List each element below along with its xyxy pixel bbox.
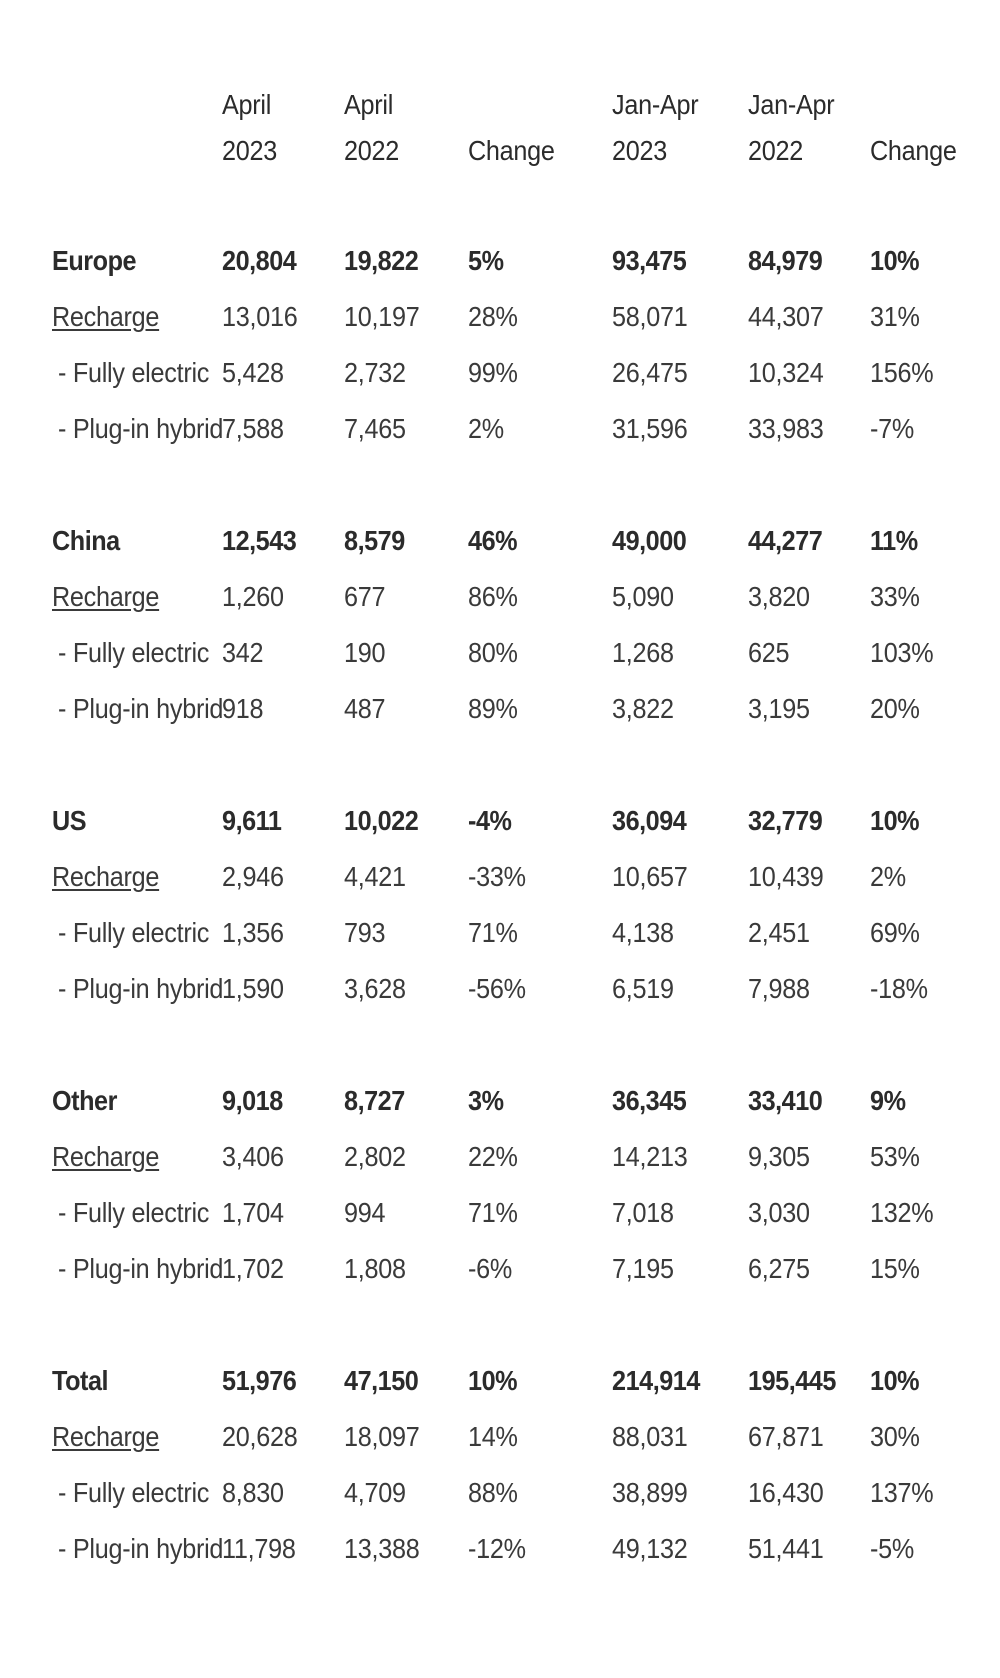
table-cell: 93,475 bbox=[612, 245, 687, 276]
table-cell: 625 bbox=[748, 637, 790, 668]
table-cell: 53% bbox=[870, 1141, 920, 1172]
table-cell: -4% bbox=[468, 805, 512, 836]
table-cell: 30% bbox=[870, 1421, 920, 1452]
table-cell: 132% bbox=[870, 1197, 934, 1228]
table-cell: 7,988 bbox=[748, 973, 810, 1004]
table-cell: 38,899 bbox=[612, 1477, 688, 1508]
table-cell: 22% bbox=[468, 1141, 518, 1172]
table-cell: 58,071 bbox=[612, 301, 688, 332]
column-header-line2: 2023 bbox=[612, 135, 667, 166]
region-row-label: Other bbox=[52, 1085, 117, 1116]
table-cell: 6,519 bbox=[612, 973, 674, 1004]
table-cell: 5% bbox=[468, 245, 504, 276]
table-cell: 3,030 bbox=[748, 1197, 810, 1228]
table-cell: 1,808 bbox=[344, 1253, 406, 1284]
table-cell: 14% bbox=[468, 1421, 518, 1452]
table-cell: 3,628 bbox=[344, 973, 406, 1004]
table-cell: 1,590 bbox=[222, 973, 284, 1004]
table-cell: 8,830 bbox=[222, 1477, 284, 1508]
column-header-line2: Change bbox=[468, 135, 555, 166]
table-cell: 10% bbox=[870, 1365, 920, 1396]
table-cell: 9,018 bbox=[222, 1085, 283, 1116]
recharge-row-label[interactable]: Recharge bbox=[52, 581, 160, 612]
table-cell: -7% bbox=[870, 413, 915, 444]
table-cell: 33,983 bbox=[748, 413, 824, 444]
table-cell: 7,465 bbox=[344, 413, 406, 444]
table-cell: 6,275 bbox=[748, 1253, 810, 1284]
column-header-line2: Change bbox=[870, 135, 957, 166]
table-cell: 86% bbox=[468, 581, 518, 612]
table-cell: 4,138 bbox=[612, 917, 674, 948]
table-cell: 20,804 bbox=[222, 245, 297, 276]
region-row-label: Europe bbox=[52, 245, 137, 276]
column-header-line1: Jan-Apr bbox=[612, 89, 699, 120]
table-cell: 31,596 bbox=[612, 413, 688, 444]
table-cell: 14,213 bbox=[612, 1141, 688, 1172]
table-cell: 32,779 bbox=[748, 805, 823, 836]
table-cell: 10,324 bbox=[748, 357, 824, 388]
table-cell: 3,406 bbox=[222, 1141, 284, 1172]
plug-in-hybrid-row-label: - Plug-in hybrid bbox=[58, 693, 224, 724]
table-cell: 11% bbox=[870, 525, 918, 556]
table-cell: 88% bbox=[468, 1477, 518, 1508]
table-cell: 20% bbox=[870, 693, 920, 724]
column-header-line2: 2022 bbox=[344, 135, 399, 166]
table-cell: 33% bbox=[870, 581, 920, 612]
table-cell: 49,132 bbox=[612, 1533, 688, 1564]
table-cell: 8,579 bbox=[344, 525, 405, 556]
table-cell: 1,356 bbox=[222, 917, 284, 948]
table-cell: -18% bbox=[870, 973, 928, 1004]
fully-electric-row-label: - Fully electric bbox=[58, 357, 210, 388]
table-cell: 9,611 bbox=[222, 805, 282, 836]
recharge-row-label[interactable]: Recharge bbox=[52, 1141, 160, 1172]
column-header-line1: Jan-Apr bbox=[748, 89, 835, 120]
table-cell: 99% bbox=[468, 357, 518, 388]
table-cell: 88,031 bbox=[612, 1421, 688, 1452]
table-cell: 1,268 bbox=[612, 637, 674, 668]
table-cell: 8,727 bbox=[344, 1085, 405, 1116]
table-cell: 2,802 bbox=[344, 1141, 406, 1172]
table-cell: 5,090 bbox=[612, 581, 674, 612]
table-cell: 10,197 bbox=[344, 301, 420, 332]
table-cell: -6% bbox=[468, 1253, 513, 1284]
table-cell: 12,543 bbox=[222, 525, 297, 556]
plug-in-hybrid-row-label: - Plug-in hybrid bbox=[58, 1253, 224, 1284]
region-row-label: China bbox=[52, 525, 120, 556]
table-cell: 3,820 bbox=[748, 581, 810, 612]
plug-in-hybrid-row-label: - Plug-in hybrid bbox=[58, 413, 224, 444]
fully-electric-row-label: - Fully electric bbox=[58, 1197, 210, 1228]
table-cell: 13,016 bbox=[222, 301, 298, 332]
table-cell: 2% bbox=[468, 413, 504, 444]
table-cell: 36,345 bbox=[612, 1085, 687, 1116]
recharge-row-label[interactable]: Recharge bbox=[52, 301, 160, 332]
table-cell: 7,588 bbox=[222, 413, 284, 444]
table-cell: 1,702 bbox=[222, 1253, 284, 1284]
table-cell: 7,195 bbox=[612, 1253, 674, 1284]
table-cell: 19,822 bbox=[344, 245, 419, 276]
table-cell: 3,822 bbox=[612, 693, 674, 724]
table-cell: -5% bbox=[870, 1533, 915, 1564]
table-cell: 103% bbox=[870, 637, 934, 668]
table-cell: 44,277 bbox=[748, 525, 823, 556]
table-cell: 44,307 bbox=[748, 301, 824, 332]
table-cell: 214,914 bbox=[612, 1365, 700, 1396]
table-cell: 80% bbox=[468, 637, 518, 668]
table-cell: 20,628 bbox=[222, 1421, 298, 1452]
table-cell: 156% bbox=[870, 357, 934, 388]
column-header-line1: April bbox=[222, 89, 272, 120]
table-cell: -12% bbox=[468, 1533, 526, 1564]
plug-in-hybrid-row-label: - Plug-in hybrid bbox=[58, 973, 224, 1004]
table-cell: 26,475 bbox=[612, 357, 688, 388]
table-cell: 4,421 bbox=[344, 861, 406, 892]
table-cell: 994 bbox=[344, 1197, 386, 1228]
region-row-label: US bbox=[52, 805, 87, 836]
column-header-line2: 2022 bbox=[748, 135, 803, 166]
table-cell: -56% bbox=[468, 973, 526, 1004]
table-cell: 15% bbox=[870, 1253, 920, 1284]
table-cell: 3,195 bbox=[748, 693, 810, 724]
table-cell: 47,150 bbox=[344, 1365, 419, 1396]
table-cell: 69% bbox=[870, 917, 920, 948]
table-cell: 16,430 bbox=[748, 1477, 824, 1508]
fully-electric-row-label: - Fully electric bbox=[58, 917, 210, 948]
table-cell: 342 bbox=[222, 637, 264, 668]
fully-electric-row-label: - Fully electric bbox=[58, 1477, 210, 1508]
table-cell: 10% bbox=[870, 805, 920, 836]
table-cell: 28% bbox=[468, 301, 518, 332]
table-cell: 67,871 bbox=[748, 1421, 824, 1452]
table-cell: 11,798 bbox=[222, 1533, 296, 1564]
table-cell: 36,094 bbox=[612, 805, 687, 836]
table-cell: 71% bbox=[468, 1197, 518, 1228]
region-row-label: Total bbox=[52, 1365, 109, 1396]
table-cell: 89% bbox=[468, 693, 518, 724]
table-cell: 9,305 bbox=[748, 1141, 810, 1172]
table-cell: 18,097 bbox=[344, 1421, 420, 1452]
table-cell: 9% bbox=[870, 1085, 906, 1116]
column-header-line1: April bbox=[344, 89, 394, 120]
table-cell: 71% bbox=[468, 917, 518, 948]
recharge-row-label[interactable]: Recharge bbox=[52, 861, 160, 892]
table-cell: 2,451 bbox=[748, 917, 810, 948]
table-cell: 33,410 bbox=[748, 1085, 823, 1116]
table-cell: 190 bbox=[344, 637, 386, 668]
table-cell: 10,657 bbox=[612, 861, 688, 892]
table-cell: 31% bbox=[870, 301, 920, 332]
table-cell: 2,732 bbox=[344, 357, 406, 388]
table-cell: 10% bbox=[468, 1365, 518, 1396]
fully-electric-row-label: - Fully electric bbox=[58, 637, 210, 668]
plug-in-hybrid-row-label: - Plug-in hybrid bbox=[58, 1533, 224, 1564]
table-cell: 918 bbox=[222, 693, 264, 724]
table-cell: 10,439 bbox=[748, 861, 824, 892]
table-cell: 1,260 bbox=[222, 581, 284, 612]
column-header-line2: 2023 bbox=[222, 135, 277, 166]
table-cell: 51,441 bbox=[748, 1533, 824, 1564]
table-cell: 7,018 bbox=[612, 1197, 674, 1228]
table-cell: 1,704 bbox=[222, 1197, 284, 1228]
table-cell: 487 bbox=[344, 693, 386, 724]
table-cell: 793 bbox=[344, 917, 386, 948]
table-cell: 13,388 bbox=[344, 1533, 420, 1564]
table-cell: 10,022 bbox=[344, 805, 419, 836]
table-cell: 2,946 bbox=[222, 861, 284, 892]
table-cell: 195,445 bbox=[748, 1365, 836, 1396]
table-cell: 3% bbox=[468, 1085, 504, 1116]
table-cell: 51,976 bbox=[222, 1365, 297, 1396]
table-cell: 4,709 bbox=[344, 1477, 406, 1508]
table-cell: 84,979 bbox=[748, 245, 823, 276]
table-cell: 2% bbox=[870, 861, 906, 892]
table-cell: -33% bbox=[468, 861, 526, 892]
table-cell: 677 bbox=[344, 581, 386, 612]
recharge-row-label[interactable]: Recharge bbox=[52, 1421, 160, 1452]
table-cell: 5,428 bbox=[222, 357, 284, 388]
table-cell: 46% bbox=[468, 525, 518, 556]
table-cell: 49,000 bbox=[612, 525, 687, 556]
table-cell: 10% bbox=[870, 245, 920, 276]
table-cell: 137% bbox=[870, 1477, 934, 1508]
